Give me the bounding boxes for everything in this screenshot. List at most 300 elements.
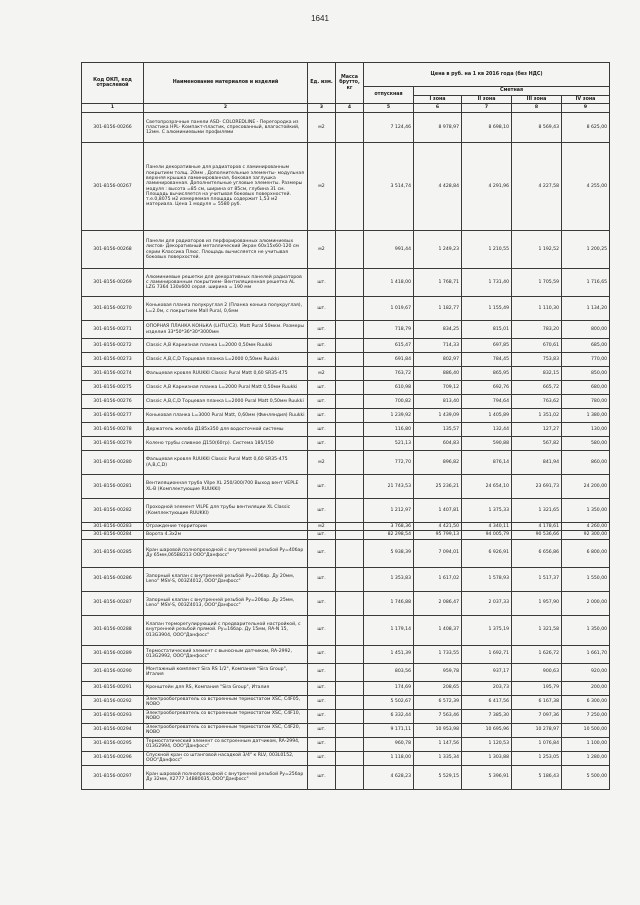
row-name: Спускной кран со штанговой насадкой 3/4" к RLV, 003L0152, ООО"Данфосс"	[144, 751, 308, 765]
row-zone-4-price: 10 500,00	[562, 723, 610, 737]
row-zone-2-price: 24 654,10	[462, 475, 512, 499]
row-zone-3-price: 753,83	[512, 353, 562, 367]
row-mass	[336, 381, 364, 395]
column-index-row	[82, 104, 610, 113]
table-row	[82, 339, 610, 353]
row-code: 301-8156-00288	[82, 615, 144, 645]
row-zone-4-price: 8 625,00	[562, 113, 610, 143]
row-release-price: 1 746,88	[364, 591, 414, 615]
row-release-price: 772,70	[364, 451, 414, 475]
row-unit: шт.	[308, 381, 336, 395]
row-zone-4-price: 4 260,00	[562, 523, 610, 531]
row-zone-1-price: 1 249,23	[414, 231, 462, 269]
row-mass	[336, 751, 364, 765]
row-zone-4-price: 200,00	[562, 681, 610, 695]
row-mass	[336, 615, 364, 645]
row-name: Кран шаровой полнопроходной с внутренней резьбой Ру=25бар Ду 32мм, X2777 14B80035, ООО"Данфосс"	[144, 765, 308, 789]
row-zone-2-price: 794,64	[462, 395, 512, 409]
row-name: Кран шаровой полнопроходной с внутренней резьбой Ру=40бар Ду 65мм,065B8213 ООО"Данфосс"	[144, 539, 308, 567]
row-mass	[336, 321, 364, 339]
row-unit: шт.	[308, 539, 336, 567]
row-code: 301-8156-00292	[82, 695, 144, 709]
row-name: Светопрозрачные панели ASD- COLOREDLINE - Перегородка из пластика HPL- Компакт-пластик, спресованный, влагостойкий, 12мм. С алюминиевыми профилями	[144, 113, 308, 143]
row-unit: шт.	[308, 423, 336, 437]
row-name: Термостатический элемент со встроенным датчиком, RA-2994, 013G2994, ООО"Данфосс"	[144, 737, 308, 751]
row-zone-1-price: 834,25	[414, 321, 462, 339]
row-zone-4-price: 1 200,25	[562, 231, 610, 269]
row-zone-3-price: 127,27	[512, 423, 562, 437]
row-name: Кронштейн для RS, Компания "Sira Group", Италия	[144, 681, 308, 695]
row-unit: шт.	[308, 409, 336, 423]
row-code: 301-8156-00276	[82, 395, 144, 409]
row-name: Ворота 4.3х2м	[144, 531, 308, 539]
table-row	[82, 681, 610, 695]
row-zone-2-price: 784,45	[462, 353, 512, 367]
table-row	[82, 321, 610, 339]
row-zone-3-price: 1 253,05	[512, 751, 562, 765]
row-code: 301-8156-00270	[82, 297, 144, 321]
row-release-price: 610,98	[364, 381, 414, 395]
price-table	[81, 62, 610, 790]
row-zone-3-price: 670,61	[512, 339, 562, 353]
header-unit: Ед. изм.	[308, 63, 336, 104]
table-row	[82, 113, 610, 143]
row-zone-4-price: 1 350,00	[562, 499, 610, 523]
row-code: 301-8156-00274	[82, 367, 144, 381]
row-zone-2-price: 10 695,96	[462, 723, 512, 737]
row-zone-3-price: 1 517,37	[512, 567, 562, 591]
row-name: ОПОРНАЯ ПЛАНКА КОНЬКА (LHTU/C3). Matt Pural 50мкм. Размеры изделия 33*50*36*30*3000мм	[144, 321, 308, 339]
row-unit: м2	[308, 451, 336, 475]
row-zone-4-price: 6 300,00	[562, 695, 610, 709]
row-zone-4-price: 1 350,00	[562, 615, 610, 645]
row-zone-2-price: 1 692,71	[462, 645, 512, 663]
row-name: Панели декоративные для радиаторов с ламинированным покрытием толщ. 20мм , Дополнительные элементы- модульная верхняя крышка ламинированная, боковая заглушка ламинированная. Дополнительные угловые элементы. Размеры модуля : высота =85 см, ширина от 85см, глубина 31 см. Площадь вычисляется на учитывая боковых поверхностей. т.е.0,8075 м2 измеряемая площадь содержит 1,53 м2 материала. Цена 1 модуля = 5580 руб.	[144, 143, 308, 231]
row-code: 301-8156-00278	[82, 423, 144, 437]
row-code: 301-8156-00271	[82, 321, 144, 339]
row-zone-2-price: 1 210,55	[462, 231, 512, 269]
row-zone-1-price: 959,78	[414, 663, 462, 681]
table-row	[82, 143, 610, 231]
row-unit: шт.	[308, 695, 336, 709]
row-code: 301-8156-00277	[82, 409, 144, 423]
row-zone-3-price: 832,15	[512, 367, 562, 381]
row-zone-2-price: 1 375,33	[462, 499, 512, 523]
row-release-price: 991,44	[364, 231, 414, 269]
row-mass	[336, 737, 364, 751]
header-zone-3: III зона	[512, 95, 562, 104]
row-code: 301-8156-00295	[82, 737, 144, 751]
row-zone-4-price: 850,00	[562, 367, 610, 381]
row-code: 301-8156-00281	[82, 475, 144, 499]
row-zone-2-price: 815,01	[462, 321, 512, 339]
header-mass: Масса брутто, кг	[336, 63, 364, 104]
column-index: 6	[414, 104, 462, 113]
row-unit: м2	[308, 113, 336, 143]
row-zone-1-price: 1 439,09	[414, 409, 462, 423]
column-index: 2	[144, 104, 308, 113]
table-row	[82, 297, 610, 321]
row-mass	[336, 353, 364, 367]
row-unit: шт.	[308, 709, 336, 723]
row-code: 301-8156-00291	[82, 681, 144, 695]
row-name: Фальцевая кровля RUUKKI Classic Pural Matt 0,60 SR35-475	[144, 367, 308, 381]
row-name: Classic A,B Карнизная планка L=2000 Pural Matt 0,50мм Ruukki	[144, 381, 308, 395]
row-release-price: 5 938,39	[364, 539, 414, 567]
row-release-price: 1 239,92	[364, 409, 414, 423]
table-row	[82, 367, 610, 381]
row-zone-2-price: 692,76	[462, 381, 512, 395]
row-zone-3-price: 1 321,65	[512, 499, 562, 523]
row-name: Вентиляционная труба Vilpe XL 250/300/700 Выход вент VEPLE XL-B (Комплектующие RUUKKI)	[144, 475, 308, 499]
table-row	[82, 381, 610, 395]
row-mass	[336, 695, 364, 709]
row-zone-3-price: 6 656,86	[512, 539, 562, 567]
row-release-price: 1 019,67	[364, 297, 414, 321]
row-zone-4-price: 920,00	[562, 663, 610, 681]
row-mass	[336, 709, 364, 723]
row-zone-2-price: 590,88	[462, 437, 512, 451]
row-unit: м2	[308, 231, 336, 269]
page-number: 1641	[311, 14, 329, 23]
row-mass	[336, 409, 364, 423]
row-code: 301-8156-00296	[82, 751, 144, 765]
row-release-price: 1 179,14	[364, 615, 414, 645]
table-row	[82, 475, 610, 499]
row-unit: шт.	[308, 567, 336, 591]
row-zone-4-price: 1 380,00	[562, 409, 610, 423]
table-row	[82, 737, 610, 751]
table-row	[82, 269, 610, 297]
row-unit: шт.	[308, 395, 336, 409]
row-unit: шт.	[308, 723, 336, 737]
row-zone-1-price: 25 236,21	[414, 475, 462, 499]
row-zone-1-price: 802,97	[414, 353, 462, 367]
row-mass	[336, 269, 364, 297]
row-name: Classic A,B,C,D Торцевая планка L=2000 0,50мм Ruukki	[144, 353, 308, 367]
table-row	[82, 663, 610, 681]
row-zone-3-price: 1 626,72	[512, 645, 562, 663]
row-mass	[336, 475, 364, 499]
row-zone-3-price: 7 097,36	[512, 709, 562, 723]
row-mass	[336, 499, 364, 523]
row-release-price: 1 353,83	[364, 567, 414, 591]
row-zone-1-price: 1 147,56	[414, 737, 462, 751]
row-zone-1-price: 714,33	[414, 339, 462, 353]
row-mass	[336, 113, 364, 143]
row-mass	[336, 539, 364, 567]
row-unit: шт.	[308, 751, 336, 765]
column-index: 8	[512, 104, 562, 113]
row-name: Электрообогреватель со встроенным термостатом XSC, C4F05, NOBO	[144, 695, 308, 709]
row-zone-4-price: 800,00	[562, 321, 610, 339]
row-release-price: 6 332,44	[364, 709, 414, 723]
row-name: Электрообогреватель со встроенным термостатом XSC, C4F20, NOBO	[144, 723, 308, 737]
row-unit: шт.	[308, 737, 336, 751]
row-unit: шт.	[308, 353, 336, 367]
row-zone-1-price: 8 978,97	[414, 113, 462, 143]
row-zone-2-price: 1 731,40	[462, 269, 512, 297]
row-zone-4-price: 1 100,00	[562, 737, 610, 751]
row-zone-1-price: 1 768,71	[414, 269, 462, 297]
row-code: 301-8156-00289	[82, 645, 144, 663]
row-release-price: 3 514,74	[364, 143, 414, 231]
table-row	[82, 539, 610, 567]
row-zone-2-price: 937,17	[462, 663, 512, 681]
row-release-price: 960,78	[364, 737, 414, 751]
row-zone-1-price: 1 182,77	[414, 297, 462, 321]
row-unit: шт.	[308, 437, 336, 451]
row-zone-2-price: 2 037,33	[462, 591, 512, 615]
row-code: 301-8156-00283	[82, 523, 144, 531]
table-row	[82, 395, 610, 409]
row-release-price: 1 418,00	[364, 269, 414, 297]
row-zone-1-price: 135,57	[414, 423, 462, 437]
row-unit: шт.	[308, 499, 336, 523]
row-zone-2-price: 1 578,93	[462, 567, 512, 591]
row-zone-3-price: 783,20	[512, 321, 562, 339]
column-index: 9	[562, 104, 610, 113]
row-zone-3-price: 5 186,43	[512, 765, 562, 789]
table-row	[82, 231, 610, 269]
row-code: 301-8156-00284	[82, 531, 144, 539]
row-zone-1-price: 896,82	[414, 451, 462, 475]
row-mass	[336, 437, 364, 451]
row-mass	[336, 765, 364, 789]
row-zone-2-price: 94 005,79	[462, 531, 512, 539]
row-zone-4-price: 780,00	[562, 395, 610, 409]
column-index: 1	[82, 104, 144, 113]
row-unit: шт.	[308, 269, 336, 297]
row-zone-4-price: 680,00	[562, 381, 610, 395]
table-row	[82, 709, 610, 723]
row-zone-1-price: 1 407,81	[414, 499, 462, 523]
row-release-price: 116,80	[364, 423, 414, 437]
row-name: Колено трубы сливное Д150(60гр). Система 185/150	[144, 437, 308, 451]
header-zone-4: IV зона	[562, 95, 610, 104]
row-name: Держатель желоба Д185х350 для водосточной системы	[144, 423, 308, 437]
row-zone-3-price: 1 110,30	[512, 297, 562, 321]
row-zone-3-price: 763,62	[512, 395, 562, 409]
row-name: Classic A,B Карнизная планка L=2000 0,50мм Ruukki	[144, 339, 308, 353]
row-zone-1-price: 604,83	[414, 437, 462, 451]
row-zone-2-price: 697,85	[462, 339, 512, 353]
row-zone-3-price: 8 569,43	[512, 113, 562, 143]
table-row	[82, 353, 610, 367]
row-unit: шт.	[308, 297, 336, 321]
table-row	[82, 499, 610, 523]
row-code: 301-8156-00269	[82, 269, 144, 297]
row-name: Classic A,B,C,D Торцевая планка L=2000 Pural Matt 0,50мм Ruukki	[144, 395, 308, 409]
row-zone-4-price: 6 800,00	[562, 539, 610, 567]
row-zone-2-price: 5 396,91	[462, 765, 512, 789]
table-row	[82, 451, 610, 475]
row-zone-4-price: 92 300,00	[562, 531, 610, 539]
table-row	[82, 423, 610, 437]
row-zone-4-price: 685,00	[562, 339, 610, 353]
row-zone-2-price: 6 926,91	[462, 539, 512, 567]
row-zone-3-price: 1 321,58	[512, 615, 562, 645]
table-row	[82, 437, 610, 451]
row-zone-3-price: 10 278,97	[512, 723, 562, 737]
row-zone-1-price: 95 799,13	[414, 531, 462, 539]
row-unit: шт.	[308, 339, 336, 353]
row-unit: м2	[308, 143, 336, 231]
row-zone-1-price: 5 529,15	[414, 765, 462, 789]
row-zone-2-price: 7 385,30	[462, 709, 512, 723]
row-name: Монтажный комплект Sira RS 1/2", Компания "Sira Group", Италия	[144, 663, 308, 681]
row-release-price: 4 628,23	[364, 765, 414, 789]
row-zone-4-price: 4 255,00	[562, 143, 610, 231]
row-zone-4-price: 5 500,00	[562, 765, 610, 789]
row-zone-1-price: 813,40	[414, 395, 462, 409]
row-zone-2-price: 1 303,88	[462, 751, 512, 765]
row-unit: шт.	[308, 615, 336, 645]
row-mass	[336, 339, 364, 353]
row-release-price: 1 212,97	[364, 499, 414, 523]
row-name: Коньковая планка L=3000 Pural Matt, 0,60мм (Финляндия) Ruukki	[144, 409, 308, 423]
row-name: Электрообогреватель со встроенным термостатом XSC, C4F10, NOBO	[144, 709, 308, 723]
row-zone-3-price: 23 691,73	[512, 475, 562, 499]
row-zone-4-price: 130,00	[562, 423, 610, 437]
row-zone-2-price: 8 698,10	[462, 113, 512, 143]
row-release-price: 718,79	[364, 321, 414, 339]
row-zone-2-price: 132,44	[462, 423, 512, 437]
row-mass	[336, 423, 364, 437]
row-release-price: 82 298,54	[364, 531, 414, 539]
row-zone-3-price: 1 705,59	[512, 269, 562, 297]
row-unit: шт.	[308, 531, 336, 539]
row-code: 301-8156-00282	[82, 499, 144, 523]
row-zone-3-price: 4 178,61	[512, 523, 562, 531]
row-zone-3-price: 1 076,84	[512, 737, 562, 751]
column-index: 3	[308, 104, 336, 113]
row-zone-4-price: 1 280,00	[562, 751, 610, 765]
row-release-price: 691,84	[364, 353, 414, 367]
table-row	[82, 531, 610, 539]
row-mass	[336, 531, 364, 539]
row-zone-3-price: 665,72	[512, 381, 562, 395]
row-code: 301-8156-00297	[82, 765, 144, 789]
row-mass	[336, 231, 364, 269]
row-name: Коньковая планка полукруглая 2 (Планка конька полукруглая), L=2.0м, с покрытием Mall Pural, 0,6мм	[144, 297, 308, 321]
row-zone-2-price: 6 417,56	[462, 695, 512, 709]
row-release-price: 174,69	[364, 681, 414, 695]
row-name: Панели для радиаторов из перфорированных алюминиевых листов- Декоративный металлический Экран 60х15х60-120 см серии Классика Плюс. Площадь вычисляется не учитывая боковых поверхостей.	[144, 231, 308, 269]
row-code: 301-8156-00285	[82, 539, 144, 567]
header-estimate: Сметная	[414, 87, 610, 96]
row-release-price: 1 118,00	[364, 751, 414, 765]
row-name: Запорный клапан с внутренней резьбой Ру=20бар. Ду 20мм, Leno" MSV-S, 003Z4012, ООО"Данфосс"	[144, 567, 308, 591]
row-release-price: 700,82	[364, 395, 414, 409]
row-unit: м2	[308, 367, 336, 381]
row-zone-3-price: 90 536,66	[512, 531, 562, 539]
row-zone-1-price: 7 094,01	[414, 539, 462, 567]
row-zone-3-price: 1 957,90	[512, 591, 562, 615]
row-zone-1-price: 4 428,84	[414, 143, 462, 231]
row-mass	[336, 681, 364, 695]
row-unit: шт.	[308, 475, 336, 499]
row-release-price: 7 124,46	[364, 113, 414, 143]
row-name: Проходной элемент VILPE для трубы вентиляции XL Classic (Комплектующие RUUKKI)	[144, 499, 308, 523]
row-release-price: 521,13	[364, 437, 414, 451]
row-zone-2-price: 865,95	[462, 367, 512, 381]
row-mass	[336, 567, 364, 591]
table-row	[82, 695, 610, 709]
row-zone-2-price: 1 405,89	[462, 409, 512, 423]
row-unit: шт.	[308, 765, 336, 789]
row-zone-3-price: 567,82	[512, 437, 562, 451]
header-name: Наименование материалов и изделий	[144, 63, 308, 104]
row-name: Алюминиевые решетки для декоративных панелей радиаторов с ламинированным покрытием- Вентиляционная решетка AL LZG 7364 130х600 серая. ширина = 190 мм	[144, 269, 308, 297]
row-code: 301-8156-00287	[82, 591, 144, 615]
header-release: отпускная	[364, 87, 414, 104]
row-zone-2-price: 1 120,53	[462, 737, 512, 751]
row-zone-1-price: 1 408,37	[414, 615, 462, 645]
row-zone-1-price: 208,65	[414, 681, 462, 695]
row-zone-4-price: 1 716,65	[562, 269, 610, 297]
row-code: 301-8156-00279	[82, 437, 144, 451]
row-mass	[336, 663, 364, 681]
row-mass	[336, 367, 364, 381]
row-name: Клапан терморегулирующий с предварительной настройкой, с внутренней резьбой прямой. Ру=16бар. Ду 15мм, RA-N 15, 013G3904, ООО"Данфосс"	[144, 615, 308, 645]
table-row	[82, 567, 610, 591]
row-mass	[336, 523, 364, 531]
row-name: Фальцевая кровля RUUKKI Classic Pural Matt 0,60 SR35-475 (A,B,C,D)	[144, 451, 308, 475]
row-code: 301-8156-00268	[82, 231, 144, 269]
row-mass	[336, 451, 364, 475]
row-unit: шт.	[308, 681, 336, 695]
row-release-price: 1 451,39	[364, 645, 414, 663]
row-code: 301-8156-00275	[82, 381, 144, 395]
row-zone-4-price: 580,00	[562, 437, 610, 451]
row-unit: шт.	[308, 321, 336, 339]
row-release-price: 615,47	[364, 339, 414, 353]
row-zone-4-price: 7 250,00	[562, 709, 610, 723]
row-code: 301-8156-00266	[82, 113, 144, 143]
row-code: 301-8156-00290	[82, 663, 144, 681]
table-row	[82, 723, 610, 737]
row-code: 301-8156-00267	[82, 143, 144, 231]
row-unit: шт.	[308, 663, 336, 681]
row-release-price: 21 743,53	[364, 475, 414, 499]
row-release-price: 3 768,36	[364, 523, 414, 531]
row-zone-2-price: 4 291,96	[462, 143, 512, 231]
row-release-price: 763,72	[364, 367, 414, 381]
row-zone-1-price: 1 617,02	[414, 567, 462, 591]
row-code: 301-8156-00273	[82, 353, 144, 367]
row-zone-4-price: 2 000,00	[562, 591, 610, 615]
row-zone-4-price: 1 661,70	[562, 645, 610, 663]
row-zone-3-price: 6 167,38	[512, 695, 562, 709]
row-name: Ограждение территории	[144, 523, 308, 531]
row-mass	[336, 143, 364, 231]
row-zone-1-price: 1 335,34	[414, 751, 462, 765]
row-zone-4-price: 770,00	[562, 353, 610, 367]
row-zone-3-price: 4 227,58	[512, 143, 562, 231]
table-row	[82, 765, 610, 789]
row-mass	[336, 591, 364, 615]
table-row	[82, 591, 610, 615]
header-code: Код ОКП, код отраслевой	[82, 63, 144, 104]
column-index: 7	[462, 104, 512, 113]
table-body	[82, 113, 610, 790]
row-unit: шт.	[308, 645, 336, 663]
row-zone-4-price: 24 200,00	[562, 475, 610, 499]
table-row	[82, 645, 610, 663]
header-zone-1: I зона	[414, 95, 462, 104]
row-zone-1-price: 2 086,47	[414, 591, 462, 615]
